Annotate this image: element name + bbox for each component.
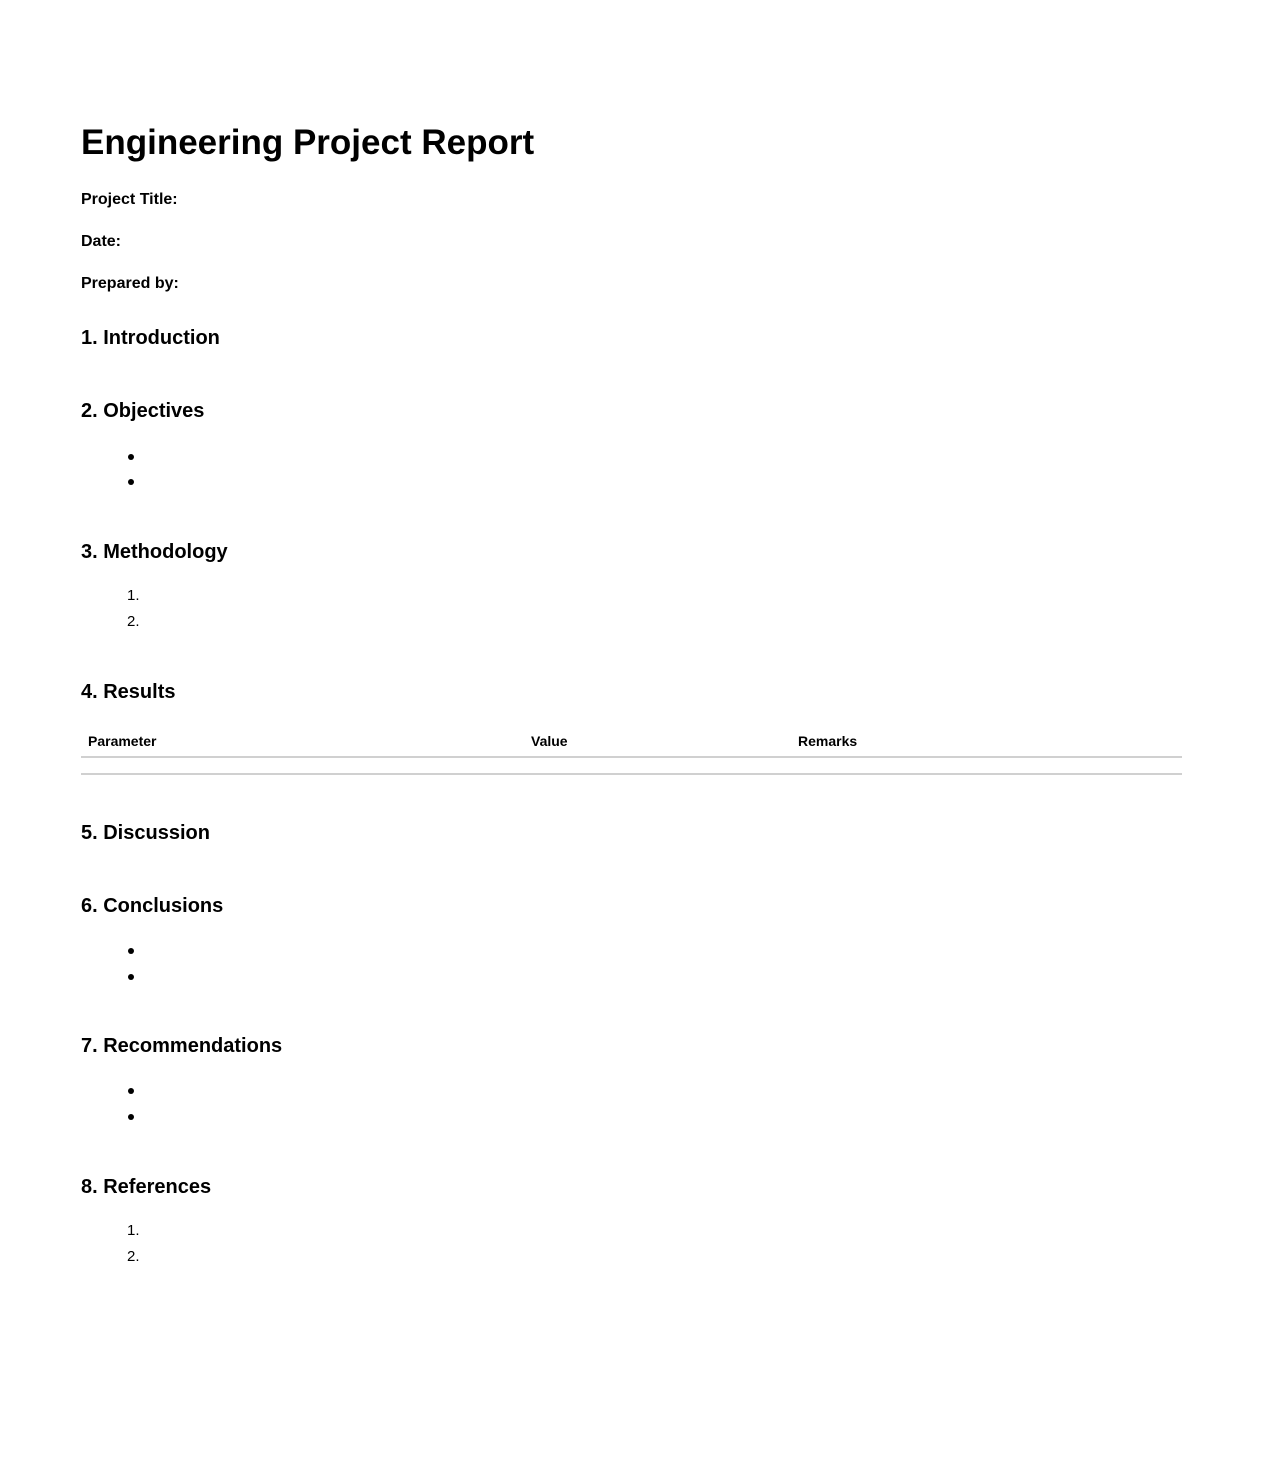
page-title: Engineering Project Report (81, 123, 535, 162)
table-header-row (81, 728, 1182, 757)
recommendations-bullet (128, 1088, 134, 1094)
table-cell (791, 757, 1182, 774)
recommendations-bullet (128, 1114, 134, 1120)
heading-methodology: 3. Methodology (81, 541, 228, 563)
heading-discussion: 5. Discussion (81, 822, 210, 844)
objectives-bullet (128, 454, 134, 460)
heading-references: 8. References (81, 1176, 212, 1198)
table-row (81, 757, 1182, 774)
references-item-marker: 1. (127, 1222, 140, 1239)
table-cell (524, 757, 791, 774)
project-title-label: Project Title: (81, 191, 178, 208)
heading-recommendations: 7. Recommendations (81, 1035, 283, 1057)
heading-conclusions: 6. Conclusions (81, 895, 224, 917)
column-header-parameter: Parameter (81, 728, 524, 757)
column-header-remarks: Remarks (791, 728, 1182, 757)
results-table (81, 728, 1182, 775)
heading-objectives: 2. Objectives (81, 400, 205, 422)
heading-introduction: 1. Introduction (81, 327, 220, 349)
conclusions-bullet (128, 948, 134, 954)
objectives-bullet (128, 479, 134, 485)
conclusions-bullet (128, 974, 134, 980)
heading-results: 4. Results (81, 681, 176, 703)
column-header-value: Value (524, 728, 791, 757)
methodology-item-marker: 1. (127, 587, 140, 604)
references-item-marker: 2. (127, 1248, 140, 1265)
table-cell (81, 757, 524, 774)
prepared-by-label: Prepared by: (81, 275, 179, 292)
date-label: Date: (81, 233, 122, 250)
methodology-item-marker: 2. (127, 613, 140, 630)
